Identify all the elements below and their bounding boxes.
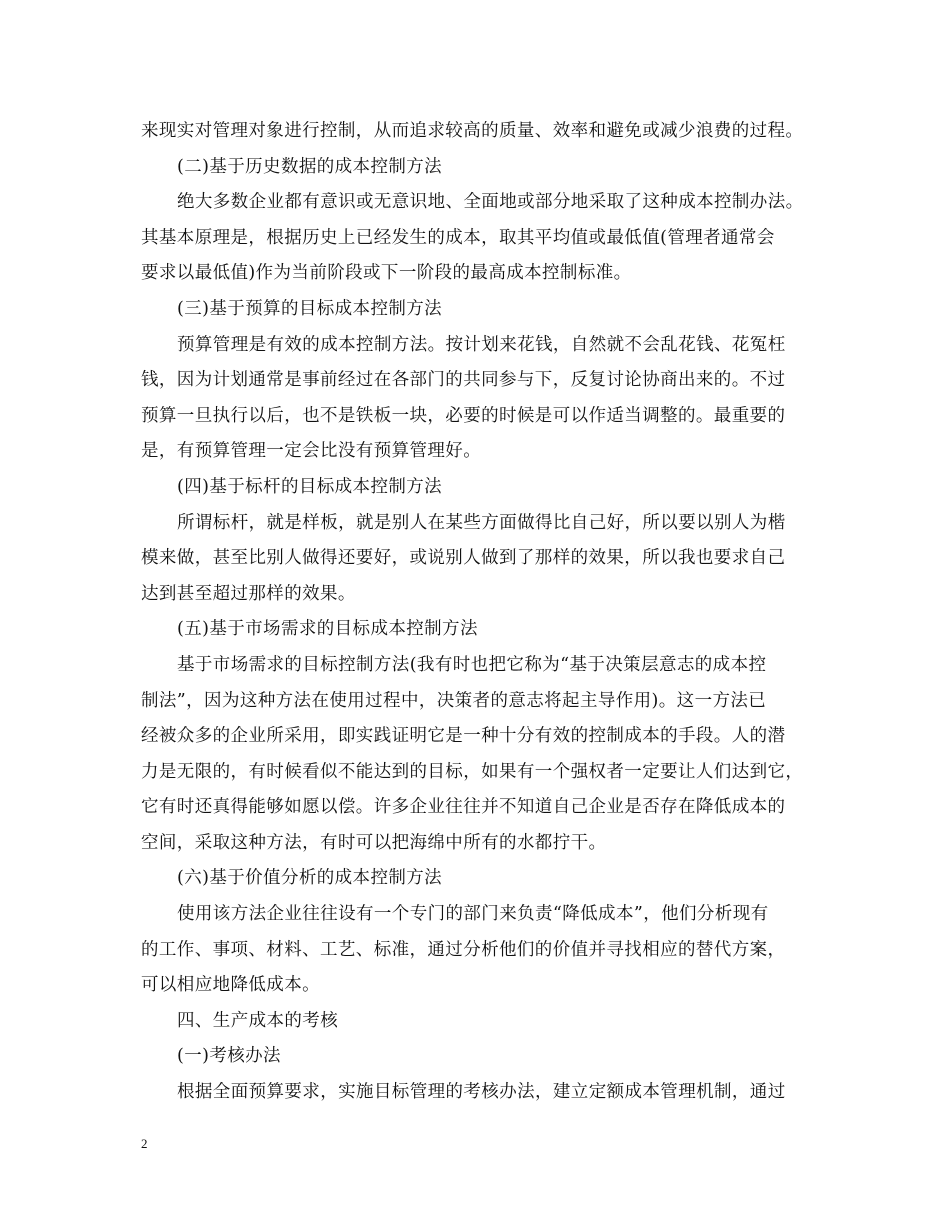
section-heading: (四)基于标杆的目标成本控制方法 — [177, 476, 443, 497]
text-line: 基于市场需求的目标控制方法(我有时也把它称为“基于决策层意志的成本控 — [177, 654, 767, 675]
text-line: 模来做，甚至比别人做得还要好，或说别人做到了那样的效果，所以我也要求自己 — [141, 548, 786, 569]
section-heading: (六)基于价值分析的成本控制方法 — [177, 868, 443, 889]
text-line: 力是无限的，有时候看似不能达到的目标，如果有一个强权者一定要让人们达到它， — [141, 761, 804, 782]
text-line: 所谓标杆，就是样板，就是别人在某些方面做得比自己好，所以要以别人为楷 — [177, 512, 786, 533]
section-heading: (一)考核办法 — [177, 1046, 281, 1067]
text-line: 可以相应地降低成本。 — [141, 975, 320, 996]
text-line: 来现实对管理对象进行控制，从而追求较高的质量、效率和避免或减少浪费的过程。 — [141, 121, 804, 141]
section-heading: (五)基于市场需求的目标成本控制方法 — [177, 619, 478, 640]
page-number: 2 — [141, 1136, 148, 1151]
text-line: 它有时还真得能够如愿以偿。许多企业往往并不知道自己企业是否存在降低成本的 — [141, 797, 786, 818]
text-line: 空间，采取这种方法，有时可以把海绵中所有的水都拧干。 — [141, 832, 607, 853]
text-line: 经被众多的企业所采用，即实践证明它是一种十分有效的控制成本的手段。人的潜 — [141, 726, 786, 747]
text-line: 要求以最低值)作为当前阶段或下一阶段的最高成本控制标准。 — [141, 263, 632, 284]
text-line: 是，有预算管理一定会比没有预算管理好。 — [141, 441, 482, 462]
text-line: 根据全面预算要求，实施目标管理的考核办法，建立定额成本管理机制，通过 — [177, 1082, 786, 1103]
text-line: 钱，因为计划通常是事前经过在各部门的共同参与下，反复讨论协商出来的。不过 — [141, 370, 786, 391]
text-line: 预算一旦执行以后，也不是铁板一块，必要的时候是可以作适当调整的。最重要的 — [141, 405, 786, 426]
text-line: 预算管理是有效的成本控制方法。按计划来花钱，自然就不会乱花钱、花冤枉 — [177, 334, 786, 355]
text-line: 绝大多数企业都有意识或无意识地、全面地或部分地采取了这种成本控制办法。 — [177, 192, 804, 213]
body-text — [141, 114, 827, 1111]
section-heading: (二)基于历史数据的成本控制方法 — [177, 156, 443, 177]
text-line: 其基本原理是，根据历史上已经发生的成本，取其平均值或最低值(管理者通常会 — [141, 227, 775, 248]
text-line: 使用该方法企业往往设有一个专门的部门来负责“降低成本”，他们分析现有 — [177, 904, 769, 925]
text-line: 的工作、事项、材料、工艺、标准，通过分析他们的价值并寻找相应的替代方案， — [141, 939, 786, 960]
text-line: 制法”，因为这种方法在使用过程中，决策者的意志将起主导作用)。这一方法已 — [141, 690, 767, 711]
text-line: 达到甚至超过那样的效果。 — [141, 583, 356, 604]
chapter-heading: 四、生产成本的考核 — [177, 1010, 339, 1031]
section-heading: (三)基于预算的目标成本控制方法 — [177, 298, 443, 319]
